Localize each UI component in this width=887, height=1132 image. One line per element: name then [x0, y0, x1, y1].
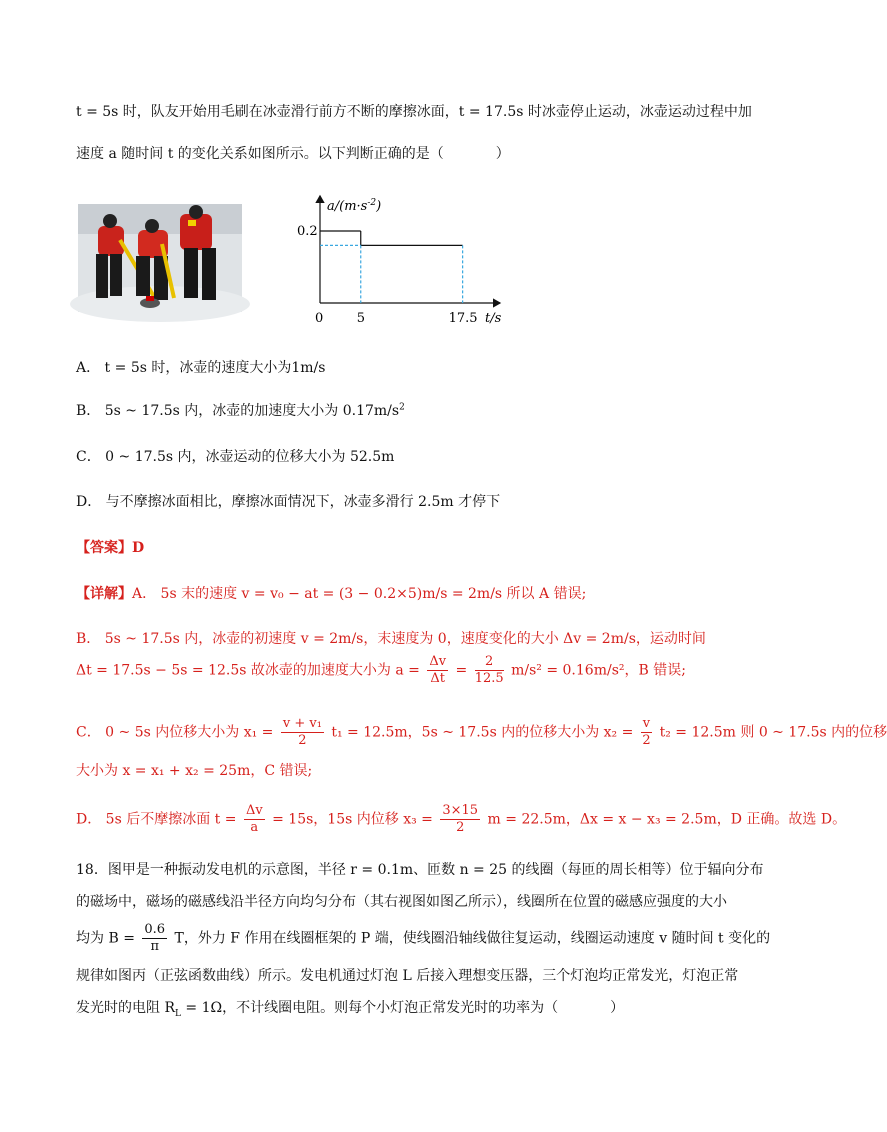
q18-text-5-sub: L: [175, 1008, 181, 1019]
q18-text-2: 的磁场中，磁场的磁感线沿半径方向均匀分布（其右视图如图乙所示），线圈所在位置的磁感应强度的大小: [76, 894, 727, 910]
x-tick-label-5: 5: [356, 311, 366, 326]
answer-value: D: [132, 540, 145, 556]
option-a[interactable]: [76, 357, 325, 377]
detail-d-frac2-num: 3×15: [442, 803, 479, 818]
detail-d-frac2-den: 2: [456, 820, 465, 835]
detail-b-fraction-2: [475, 654, 504, 687]
detail-b-text-2a: Δt = 17.5s − 5s = 12.5s 故冰壶的加速度大小为 a =: [76, 662, 420, 679]
detail-c-text-2: 大小为 x = x₁ + x₂ = 25m，C 错误;: [76, 763, 313, 779]
curling-photo: [78, 204, 242, 312]
y-tick-label: 0.2: [297, 224, 318, 239]
q18-text-5c: ）: [610, 1000, 625, 1016]
q18-text-3a: 均为 B =: [76, 930, 135, 947]
graph-svg: [285, 188, 525, 338]
detail-c-frac1-num: v + v₁: [282, 716, 322, 731]
q18-line-3: [76, 922, 770, 955]
detail-d-line: [76, 803, 846, 836]
answer-label: 【答案】: [76, 540, 132, 556]
detail-b-frac2-num: 2: [475, 654, 504, 671]
series-group: [320, 231, 463, 303]
x-tick-label-17-5: 17.5: [448, 311, 478, 326]
detail-c-fraction-2: [641, 716, 652, 749]
detail-c-fraction-1: [281, 716, 324, 749]
question-line-2: [76, 143, 510, 163]
q18-frac-den: π: [150, 939, 159, 954]
detail-d-text-a: D． 5s 后不摩擦冰面 t =: [76, 811, 237, 828]
detail-c-frac2-den: 2: [642, 733, 651, 748]
detail-b-text-1: B． 5s ~ 17.5s 内，冰壶的初速度 v = 2m/s，末速度为 0，速度变化的大小 Δv = 2m/s，运动时间: [76, 631, 706, 647]
detail-b-text-2b: m/s² = 0.16m/s²，B 错误;: [511, 662, 686, 679]
option-c[interactable]: [76, 446, 394, 466]
option-d-text: D． 与不摩擦冰面相比，摩擦冰面情况下，冰壶多滑行 2.5m 才停下: [76, 494, 501, 510]
detail-d-text-c: m = 22.5m，Δx = x − x₃ = 2.5m，D 正确。故选 D。: [487, 811, 847, 828]
detail-b-frac1-num: Δv: [429, 654, 447, 669]
option-b-text: B． 5s ~ 17.5s 内，冰壶的加速度大小为 0.17m/s: [76, 403, 400, 419]
detail-c-text-1b: t₁ = 12.5m，5s ~ 17.5s 内的位移大小为 x₂ =: [331, 724, 634, 741]
question-text-2b: ）: [495, 146, 510, 162]
q18-line-1: [76, 859, 764, 879]
option-b[interactable]: [76, 400, 405, 420]
q18-frac-num: 0.6: [144, 922, 166, 937]
detail-b-frac1-den: Δt: [430, 671, 445, 686]
detail-d-text-b: = 15s，15s 内位移 x₃ =: [272, 811, 433, 828]
detail-d-frac1-den: a: [250, 820, 259, 835]
detail-d-fraction-1: [244, 803, 265, 836]
curling-photo-illustration: [78, 204, 242, 312]
question-text-2a: 速度 a 随时间 t 的变化关系如图所示。以下判断正确的是（: [76, 146, 444, 162]
q18-text-5a: 发光时的电阻 R: [76, 1000, 175, 1016]
q18-text-4: 规律如图丙（正弦函数曲线）所示。发电机通过灯泡 L 后接入理想变压器，三个灯泡均正常发光，灯泡正常: [76, 968, 739, 984]
detail-b-eq: =: [455, 662, 468, 679]
detail-c-line-1: [76, 716, 887, 749]
detail-d-frac1-num: Δv: [245, 803, 263, 818]
option-c-text: C． 0 ~ 17.5s 内，冰壶运动的位移大小为 52.5m: [76, 449, 395, 465]
question-text-1: t = 5s 时，队友开始用毛刷在冰壶滑行前方不断的摩擦冰面，t = 17.5s 时冰壶停止运动，冰壶运动过程中加: [76, 104, 752, 120]
acceleration-time-graph: [285, 188, 525, 338]
detail-c-frac1-den: 2: [298, 733, 307, 748]
q18-text-1: 18．图甲是一种振动发电机的示意图，半径 r = 0.1m、匝数 n = 25 的线圈（每匝的周长相等）位于辐向分布: [76, 862, 764, 878]
q18-line-4: [76, 965, 738, 985]
detail-label: 【详解】: [76, 586, 132, 602]
detail-d-fraction-2: [440, 803, 480, 836]
q18-line-5: [76, 997, 624, 1019]
q18-text-3b: T，外力 F 作用在线圈框架的 P 端，使线圈沿轴线做往复运动，线圈运动速度 v 随时间 t 变化的: [174, 930, 771, 947]
answer-line: [76, 537, 144, 557]
detail-c-frac2-num: v: [642, 716, 651, 731]
y-axis-label: $a/(m\cdot s^{-2})$: [327, 198, 382, 214]
q18-fraction: [142, 922, 167, 955]
detail-c-text-1a: C． 0 ~ 5s 内位移大小为 x₁ =: [76, 724, 274, 741]
detail-c-text-1c: t₂ = 12.5m 则 0 ~ 17.5s 内的位移: [659, 724, 887, 741]
option-a-text: A． t = 5s 时，冰壶的速度大小为1m/s: [76, 360, 326, 376]
detail-b-line-1: [76, 628, 706, 648]
detail-b-fraction-1: [427, 654, 448, 687]
detail-c-line-2: [76, 760, 312, 780]
detail-b-frac2-den: 12.5: [474, 671, 504, 686]
q18-line-2: [76, 891, 727, 911]
detail-a-line: [76, 583, 586, 603]
x-tick-label-0: 0: [315, 311, 324, 326]
detail-b-line-2: [76, 654, 686, 687]
q18-text-5b: = 1Ω，不计线圈电阻。则每个小灯泡正常发光时的功率为（: [180, 1000, 559, 1016]
x-axis-label: t/s: [485, 311, 502, 326]
option-d[interactable]: [76, 491, 500, 511]
option-b-sup: 2: [399, 402, 405, 413]
detail-a-text: A． 5s 末的速度 v = v₀ − at = (3 − 0.2×5)m/s = 2m/s 所以 A 错误;: [132, 586, 587, 602]
question-line-1: [76, 101, 752, 121]
